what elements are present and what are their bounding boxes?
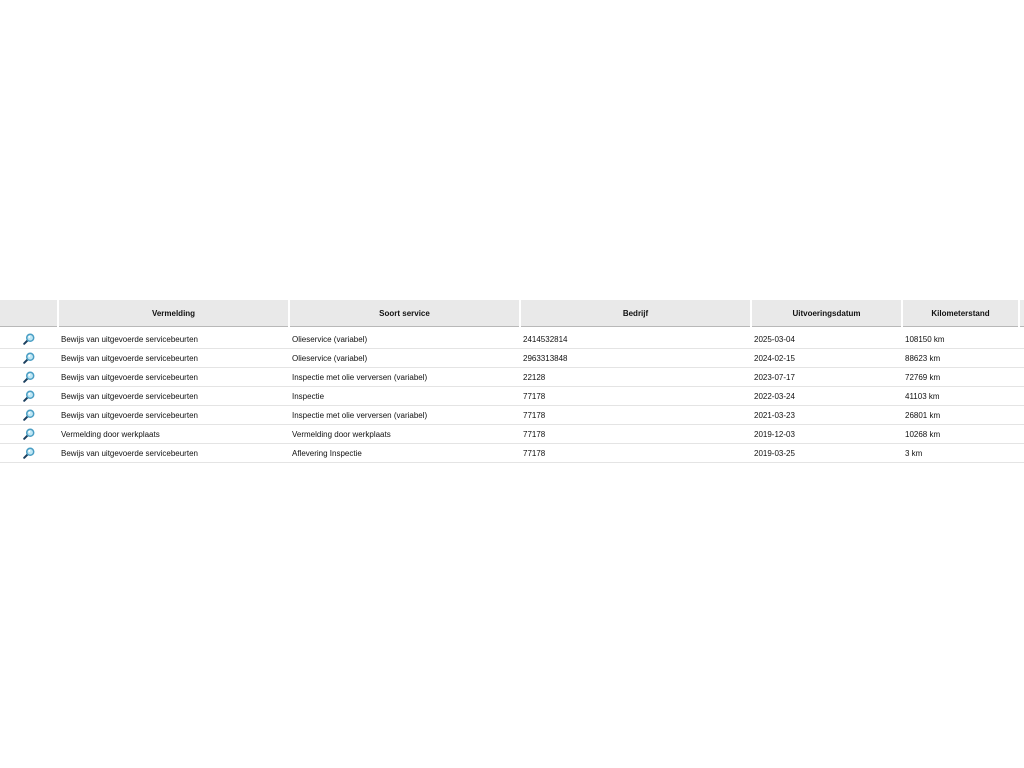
- table-row: [0, 387, 1024, 406]
- cell-bedrijf: 77178: [520, 406, 751, 425]
- cell-bedrijf: 2414532814: [520, 327, 751, 349]
- cell-kilometerstand: 108150 km: [902, 327, 1019, 349]
- cell-soort-service: Inspectie: [289, 387, 520, 406]
- cell-soort-service: Olieservice (variabel): [289, 327, 520, 349]
- cell-uitvoeringsdatum: 2021-03-23: [751, 406, 902, 425]
- cell-kilometerstand: 3 km: [902, 444, 1019, 463]
- cell-vermelding: Bewijs van uitgevoerde servicebeurten: [58, 349, 289, 368]
- row-icon-cell: [0, 368, 58, 387]
- cell-vermelding: Bewijs van uitgevoerde servicebeurten: [58, 444, 289, 463]
- cell-kilometerstand: 10268 km: [902, 425, 1019, 444]
- cell-soort-service: Olieservice (variabel): [289, 349, 520, 368]
- cell-soort-service: Vermelding door werkplaats: [289, 425, 520, 444]
- magnifier-icon[interactable]: [23, 371, 35, 383]
- cell-soort-service: Inspectie met olie verversen (variabel): [289, 406, 520, 425]
- cell-soort-service: Aflevering Inspectie: [289, 444, 520, 463]
- cell-bedrijf: 77178: [520, 444, 751, 463]
- row-icon-cell: [0, 425, 58, 444]
- table-row: [0, 406, 1024, 425]
- cell-vermelding: Bewijs van uitgevoerde servicebeurten: [58, 387, 289, 406]
- cell-soort-service: Inspectie met olie verversen (variabel): [289, 368, 520, 387]
- cell-end: [1019, 368, 1024, 387]
- magnifier-icon[interactable]: [23, 447, 35, 459]
- table-row: [0, 368, 1024, 387]
- table-header-row: [0, 300, 1024, 327]
- cell-uitvoeringsdatum: 2019-03-25: [751, 444, 902, 463]
- cell-kilometerstand: 26801 km: [902, 406, 1019, 425]
- header-uitvoeringsdatum[interactable]: Uitvoeringsdatum: [751, 300, 902, 327]
- magnifier-icon[interactable]: [23, 333, 35, 345]
- header-bedrijf[interactable]: Bedrijf: [520, 300, 751, 327]
- header-vermelding[interactable]: Vermelding: [58, 300, 289, 327]
- cell-end: [1019, 387, 1024, 406]
- header-icon-column: [0, 300, 58, 327]
- cell-vermelding: Bewijs van uitgevoerde servicebeurten: [58, 327, 289, 349]
- cell-vermelding: Bewijs van uitgevoerde servicebeurten: [58, 406, 289, 425]
- cell-uitvoeringsdatum: 2024-02-15: [751, 349, 902, 368]
- cell-bedrijf: 77178: [520, 387, 751, 406]
- cell-vermelding: Bewijs van uitgevoerde servicebeurten: [58, 368, 289, 387]
- cell-uitvoeringsdatum: 2023-07-17: [751, 368, 902, 387]
- cell-uitvoeringsdatum: 2025-03-04: [751, 327, 902, 349]
- service-history-table-container: [0, 300, 1024, 463]
- cell-kilometerstand: 72769 km: [902, 368, 1019, 387]
- row-icon-cell: [0, 327, 58, 349]
- cell-uitvoeringsdatum: 2019-12-03: [751, 425, 902, 444]
- cell-vermelding: Vermelding door werkplaats: [58, 425, 289, 444]
- row-icon-cell: [0, 406, 58, 425]
- row-icon-cell: [0, 349, 58, 368]
- magnifier-icon[interactable]: [23, 409, 35, 421]
- header-kilometerstand[interactable]: Kilometerstand: [902, 300, 1019, 327]
- header-end-column: [1019, 300, 1024, 327]
- cell-end: [1019, 425, 1024, 444]
- cell-bedrijf: 2963313848: [520, 349, 751, 368]
- service-history-table: [0, 300, 1024, 463]
- magnifier-icon[interactable]: [23, 428, 35, 440]
- cell-uitvoeringsdatum: 2022-03-24: [751, 387, 902, 406]
- table-row: [0, 425, 1024, 444]
- table-row: [0, 327, 1024, 349]
- row-icon-cell: [0, 387, 58, 406]
- magnifier-icon[interactable]: [23, 352, 35, 364]
- cell-end: [1019, 327, 1024, 349]
- table-row: [0, 444, 1024, 463]
- cell-end: [1019, 349, 1024, 368]
- row-icon-cell: [0, 444, 58, 463]
- cell-kilometerstand: 88623 km: [902, 349, 1019, 368]
- header-soort-service[interactable]: Soort service: [289, 300, 520, 327]
- cell-bedrijf: 77178: [520, 425, 751, 444]
- cell-end: [1019, 406, 1024, 425]
- cell-bedrijf: 22128: [520, 368, 751, 387]
- cell-end: [1019, 444, 1024, 463]
- cell-kilometerstand: 41103 km: [902, 387, 1019, 406]
- magnifier-icon[interactable]: [23, 390, 35, 402]
- table-row: [0, 349, 1024, 368]
